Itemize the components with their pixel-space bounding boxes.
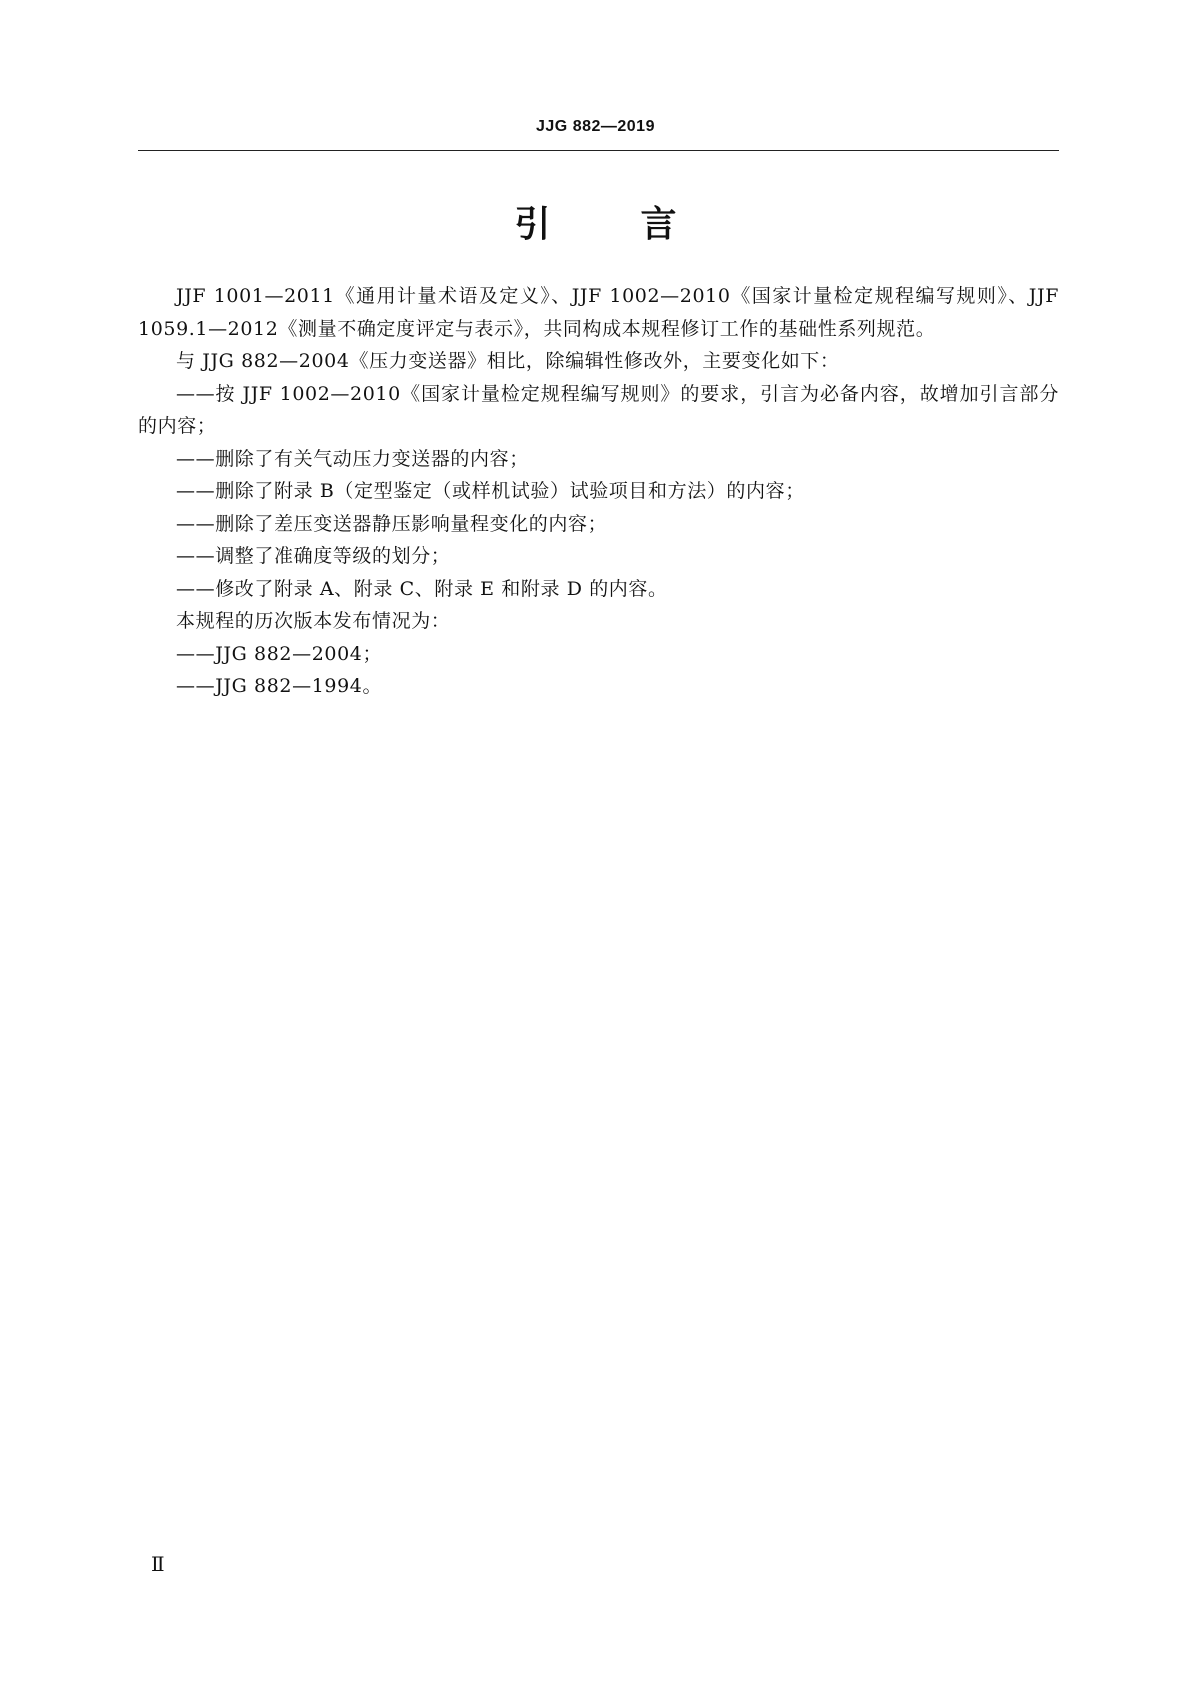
list-item-change-1: ——按 JJF 1002—2010《国家计量检定规程编写规则》的要求，引言为必备内容，故增加引言部分的内容； xyxy=(138,382,1059,437)
paragraph-history-lead: 本规程的历次版本发布情况为： xyxy=(176,610,451,632)
list-item-change-5: ——调整了准确度等级的划分； xyxy=(176,545,451,567)
paragraph-intro: JJF 1001—2011《通用计量术语及定义》、JJF 1002—2010《国家计量检定规程编写规则》、JJF 1059.1—2012《测量不确定度评定与表示》，共同构成本规程修订工作的基础性系列规范。 xyxy=(138,285,1059,340)
body-text xyxy=(138,280,1059,703)
list-item-change-6: ——修改了附录 A、附录 C、附录 E 和附录 D 的内容。 xyxy=(176,577,668,600)
header-divider xyxy=(138,150,1059,151)
list-item-change-4: ——删除了差压变送器静压影响量程变化的内容； xyxy=(176,512,608,535)
paragraph-changes-lead: 与 JJG 882—2004《压力变送器》相比，除编辑性修改外，主要变化如下： xyxy=(176,350,840,372)
title-char-2: 言 xyxy=(640,204,677,245)
page-title xyxy=(0,196,1191,247)
document-header xyxy=(0,118,1191,136)
list-item-version-2: ——JJG 882—1994。 xyxy=(176,675,383,697)
list-item-change-2: ——删除了有关气动压力变送器的内容； xyxy=(176,447,529,470)
standard-id: JJG 882—2019 xyxy=(536,118,655,135)
page-number: Ⅱ xyxy=(151,1554,165,1576)
title-char-1: 引 xyxy=(514,204,551,245)
list-item-version-1: ——JJG 882—2004； xyxy=(176,642,383,665)
list-item-change-3: ——删除了附录 B（定型鉴定（或样机试验）试验项目和方法）的内容； xyxy=(176,480,805,502)
